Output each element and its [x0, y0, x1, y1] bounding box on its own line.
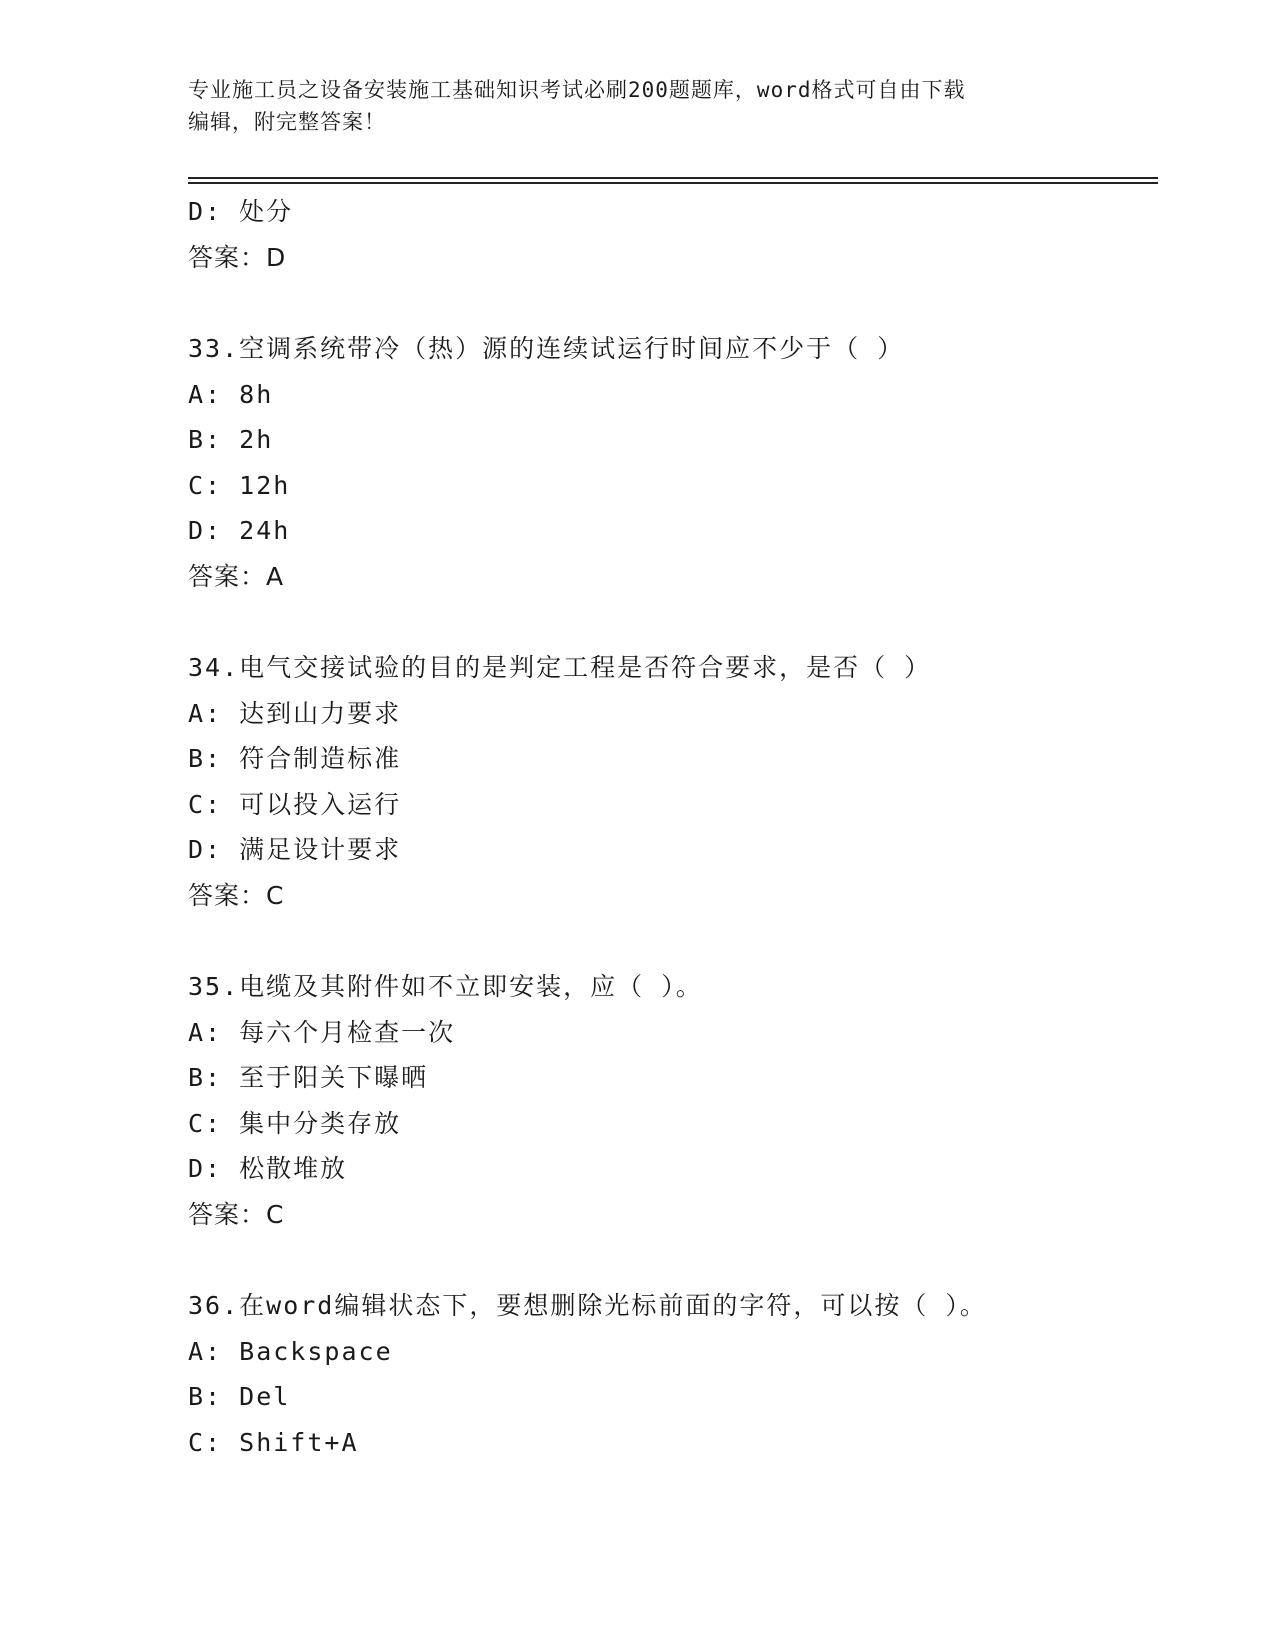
option-a: A: 每六个月检查一次: [188, 1017, 456, 1047]
option-b: B: 符合制造标准: [188, 744, 402, 773]
header-divider-bottom: [188, 182, 1158, 184]
option-a: A: 8h: [188, 379, 274, 409]
question-block-32: [188, 189, 1148, 280]
option-c: C: 可以投入运行: [188, 789, 402, 819]
option-d: D: 处分: [188, 197, 294, 226]
option-b: B: 至于阳关下曝晒: [188, 1063, 429, 1092]
option-b: B: Del: [188, 1382, 291, 1411]
option-c: C: 集中分类存放: [188, 1108, 402, 1138]
option-a: A: 达到山力要求: [188, 698, 402, 728]
answer: 答案：C: [188, 880, 285, 910]
answer: 答案：A: [188, 561, 285, 591]
answer: 答案：C: [188, 1199, 285, 1229]
option-c: C: Shift+A: [188, 1427, 359, 1457]
header-line-2: 编辑，附完整答案！: [188, 110, 386, 134]
option-d: D: 24h: [188, 516, 291, 545]
question-text: 33.空调系统带冷（热）源的连续试运行时间应不少于（ ）: [188, 334, 905, 363]
option-d: D: 松散堆放: [188, 1154, 348, 1183]
answer: 答案：D: [188, 242, 287, 272]
question-text: 34.电气交接试验的目的是判定工程是否符合要求，是否（ ）: [188, 653, 932, 682]
document-header: [188, 74, 1088, 138]
option-a: A: Backspace: [188, 1336, 393, 1366]
option-c: C: 12h: [188, 470, 291, 500]
option-b: B: 2h: [188, 425, 274, 454]
question-list: [188, 189, 1148, 1465]
question-block-33: [188, 326, 1148, 599]
header-line-1: 专业施工员之设备安装施工基础知识考试必刷200题题库，word格式可自由下载: [188, 78, 966, 102]
question-block-36: [188, 1283, 1148, 1465]
question-block-35: [188, 964, 1148, 1237]
question-text: 35.电缆及其附件如不立即安装，应（ ）。: [188, 972, 703, 1001]
question-text: 36.在word编辑状态下，要想删除光标前面的字符，可以按（ ）。: [188, 1291, 987, 1320]
question-block-34: [188, 645, 1148, 918]
header-divider-top: [188, 177, 1158, 179]
option-d: D: 满足设计要求: [188, 835, 402, 864]
